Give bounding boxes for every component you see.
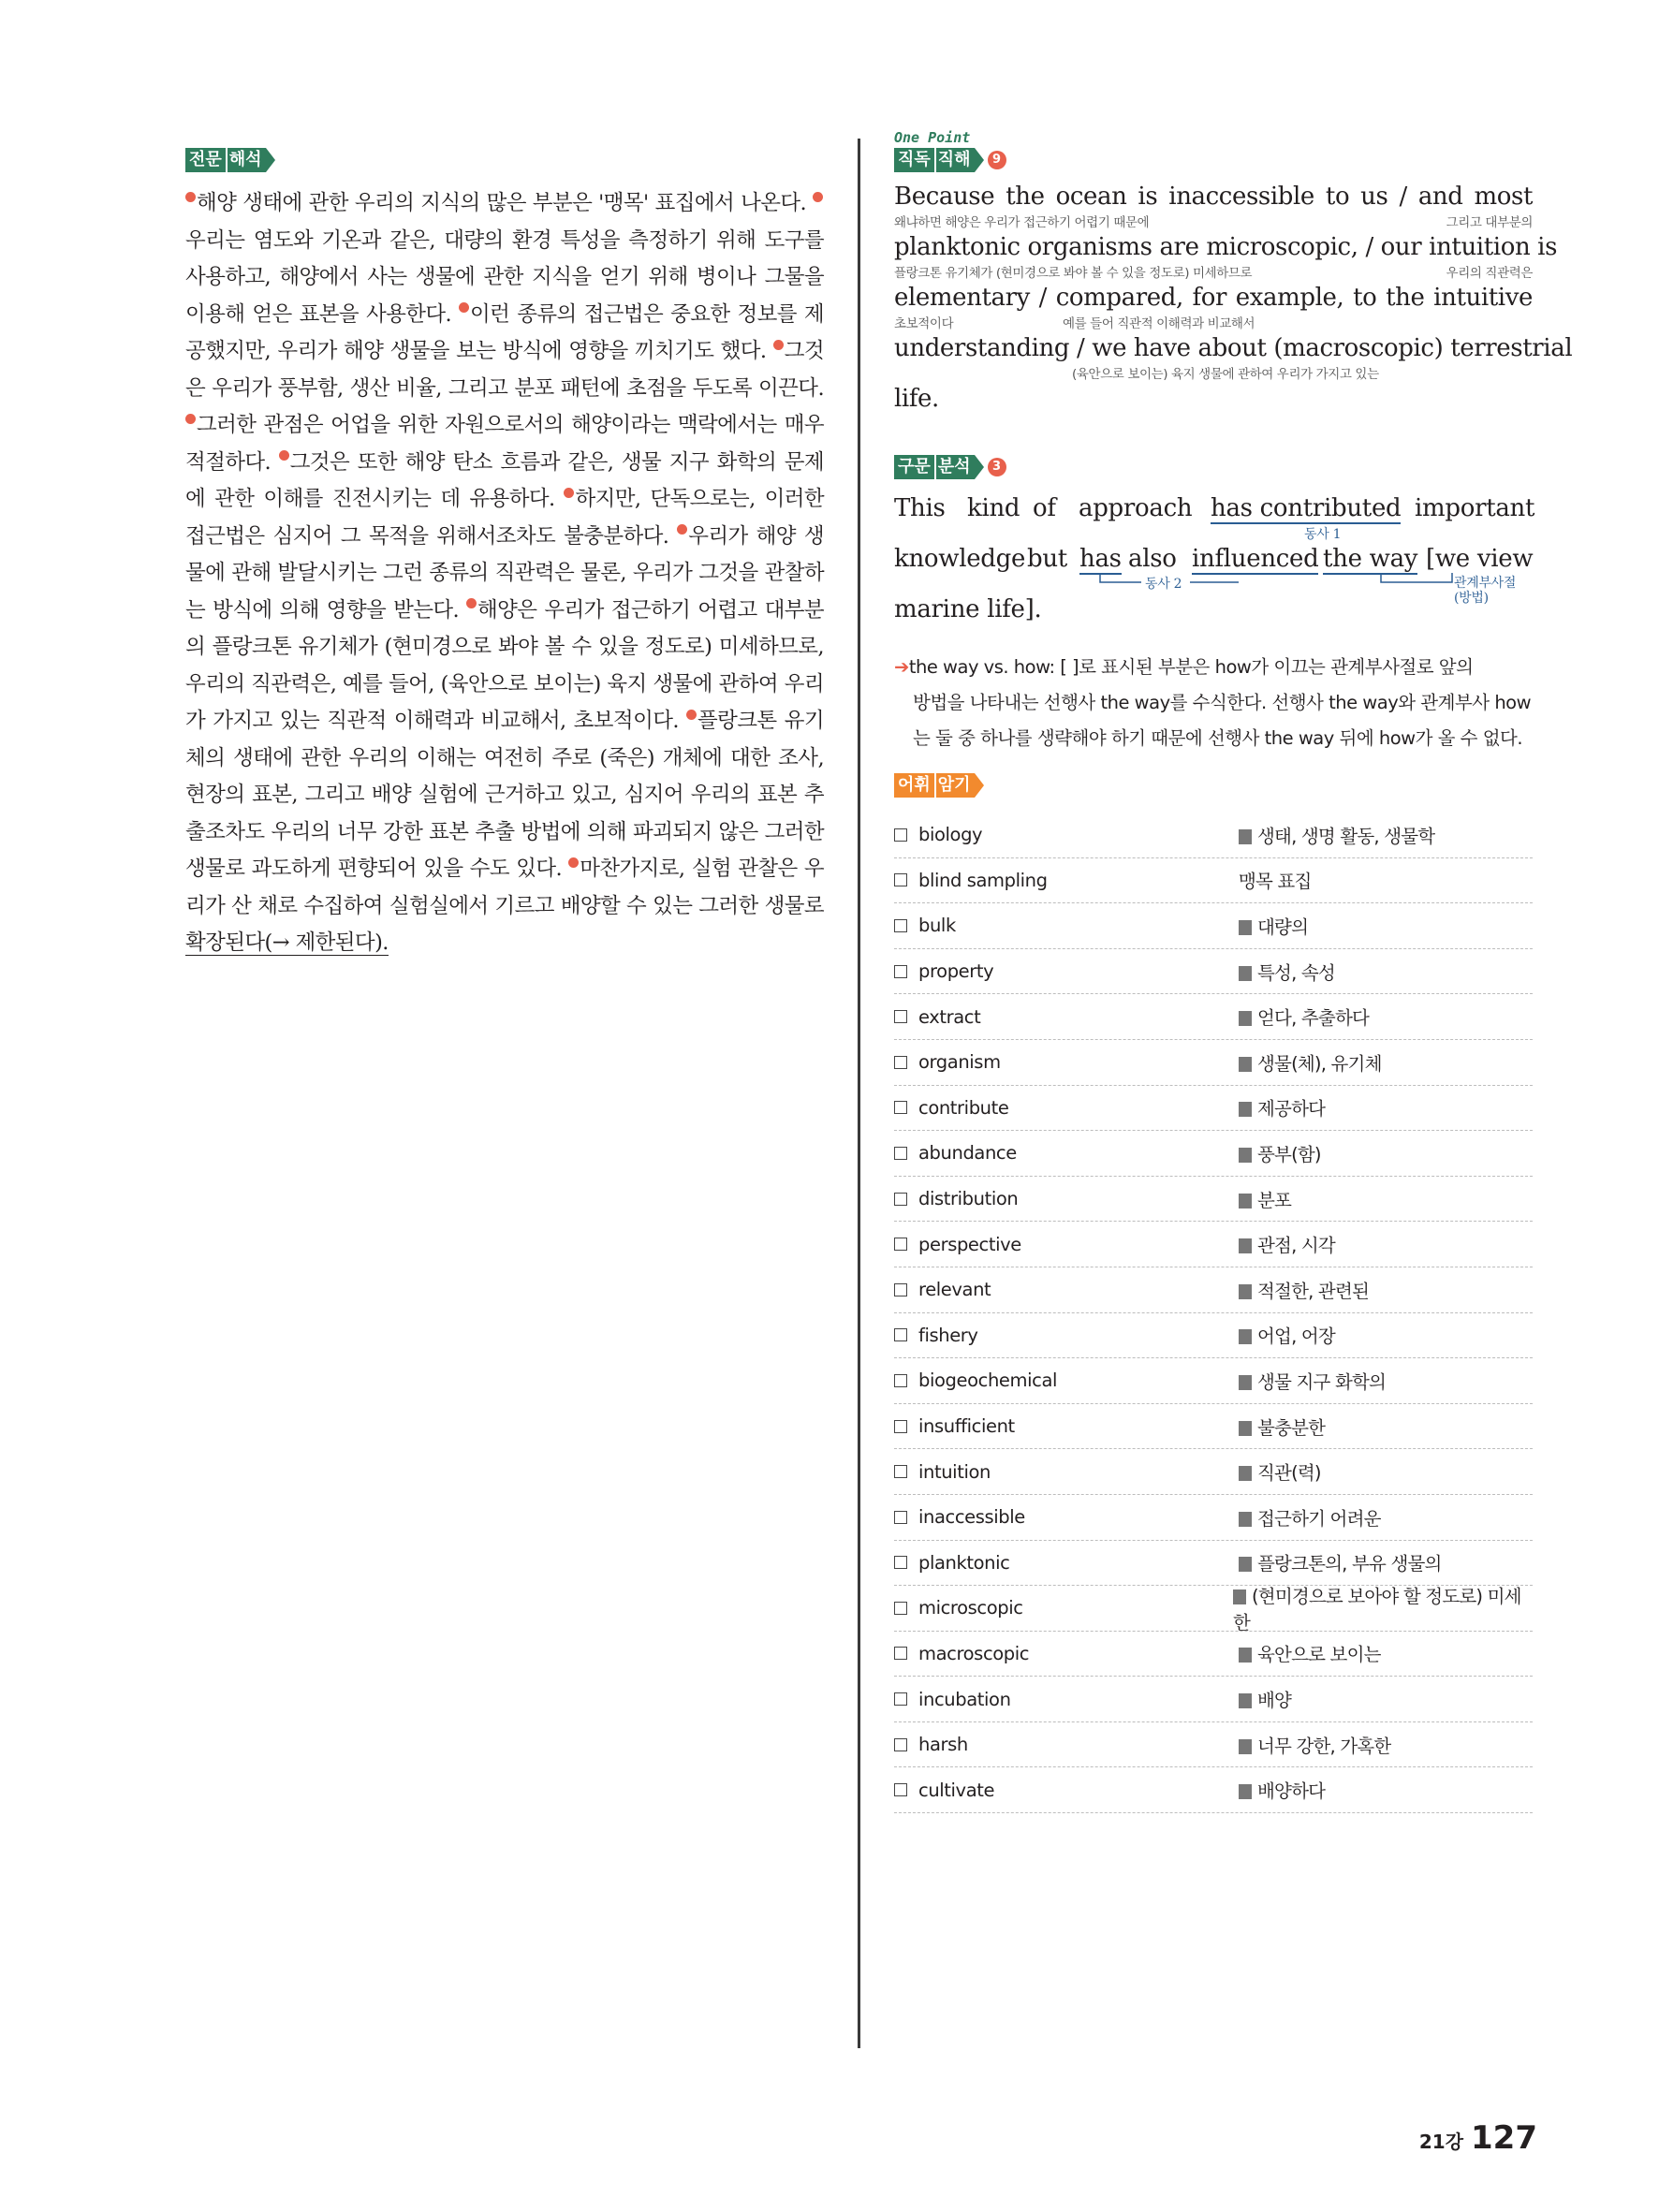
vocab-tag: 어휘 암기 bbox=[894, 773, 984, 798]
vocab-word: perspective bbox=[918, 1233, 1021, 1255]
part-of-speech-icon bbox=[1239, 1784, 1252, 1799]
vocab-row bbox=[894, 1040, 1533, 1086]
vocab-meaning-cell bbox=[1239, 1094, 1325, 1121]
translation-sentence: 해양은 우리가 접근하기 어렵고 대부분의 플랑크톤 유기체가 (현미경으로 봐야 볼 수 있을 정도로) 미세하므로, 우리의 직관력은, 예를 들어, (육안으로 보이는) 육지 생물에 관하여 우리가 가지고 있는 직관적 이해력과 비교해서, 초보적이다. bbox=[185, 597, 824, 733]
part-of-speech-icon bbox=[1239, 920, 1252, 935]
vocab-word: extract bbox=[918, 1005, 981, 1028]
korean-gloss: 플랑크톤 유기체가 (현미경으로 봐야 볼 수 있을 정도로) 미세하므로 bbox=[894, 266, 1253, 281]
vocab-word: blind sampling bbox=[918, 869, 1048, 891]
vocab-word: inaccessible bbox=[918, 1506, 1025, 1529]
direct-reading-block bbox=[894, 182, 1573, 434]
checkbox-icon[interactable] bbox=[894, 873, 907, 886]
translation-sentence: 그것은 또한 해양 탄소 흐름과 같은, 생물 지구 화학의 문제에 관한 이해를 진전시키는 데 유용하다. bbox=[185, 449, 824, 511]
vocab-row bbox=[894, 949, 1533, 995]
vocab-meaning-cell bbox=[1239, 1458, 1321, 1485]
vocab-meaning: 배양하다 bbox=[1257, 1780, 1326, 1803]
vocab-row bbox=[894, 1722, 1533, 1768]
checkbox-icon[interactable] bbox=[894, 1147, 907, 1160]
part-of-speech-icon bbox=[1239, 1466, 1252, 1481]
direct-reading-row bbox=[894, 232, 1558, 283]
analysis-column bbox=[894, 129, 1573, 1813]
direct-reading-row bbox=[894, 384, 1533, 434]
translation-sentence: 마찬가지로, 실험 관찰은 우리가 산 채로 수집하여 실험실에서 기르고 배양할 수 있는 그러한 생물로 bbox=[185, 857, 824, 918]
checkbox-icon[interactable] bbox=[894, 1783, 907, 1796]
vocab-meaning: 맹목 표집 bbox=[1239, 871, 1312, 893]
part-of-speech-icon bbox=[1239, 829, 1252, 844]
vocab-word: property bbox=[918, 960, 994, 983]
verb-connector-lines bbox=[894, 537, 1533, 588]
item-number-badge: 9 bbox=[988, 151, 1006, 169]
vocab-meaning: 생물 지구 화학의 bbox=[1257, 1370, 1387, 1393]
vocab-meaning-cell bbox=[1239, 1277, 1369, 1303]
checkbox-icon[interactable] bbox=[894, 1692, 907, 1706]
checkbox-icon[interactable] bbox=[894, 1328, 907, 1341]
vocab-row bbox=[894, 1677, 1533, 1722]
vocab-meaning-cell bbox=[1239, 1368, 1386, 1394]
direct-reading-row bbox=[894, 283, 1533, 333]
vocab-word: abundance bbox=[918, 1142, 1017, 1165]
sentence-marker-icon bbox=[564, 488, 574, 498]
vocab-row bbox=[894, 1495, 1533, 1541]
vocab-meaning-cell bbox=[1239, 1640, 1381, 1666]
checkbox-icon[interactable] bbox=[894, 828, 907, 842]
vocab-row bbox=[894, 1586, 1533, 1632]
sentence-marker-icon bbox=[686, 710, 697, 720]
part-of-speech-icon bbox=[1239, 1557, 1252, 1572]
sentence-marker-icon bbox=[568, 857, 579, 868]
vocabulary-list bbox=[894, 813, 1533, 1813]
analysis-line: This kind of approach has contributed important 동사 1 bbox=[894, 494, 1535, 542]
vocab-row bbox=[894, 1358, 1533, 1404]
korean-gloss: 우리의 직관력은 bbox=[1446, 266, 1533, 281]
vocab-row bbox=[894, 1404, 1533, 1450]
vocab-meaning: 너무 강한, 가혹한 bbox=[1257, 1735, 1391, 1757]
vocab-word: bulk bbox=[918, 915, 956, 937]
checkbox-icon[interactable] bbox=[894, 1238, 907, 1251]
vocab-meaning-cell bbox=[1239, 959, 1335, 985]
vocab-meaning: 육안으로 보이는 bbox=[1257, 1644, 1381, 1666]
translation-sentence: 우리는 염도와 기온과 같은, 대량의 환경 특성을 측정하기 위해 도구를 사용하고, 해양에서 사는 생물에 관한 지식을 얻기 위해 병이나 그물을 이용해 얻은 표본을 사용한다. bbox=[185, 191, 824, 327]
column-divider bbox=[858, 139, 860, 2048]
sentence-marker-icon bbox=[185, 414, 196, 424]
sentence-marker-icon bbox=[459, 302, 469, 313]
direct-reading-row bbox=[894, 333, 1573, 384]
checkbox-icon[interactable] bbox=[894, 1283, 907, 1296]
vocab-meaning: (현미경으로 보아야 할 정도로) 미세한 bbox=[1232, 1585, 1521, 1633]
vocab-row bbox=[894, 858, 1533, 904]
vocab-meaning-cell bbox=[1239, 867, 1312, 893]
vocab-word: harsh bbox=[918, 1734, 968, 1756]
checkbox-icon[interactable] bbox=[894, 1374, 907, 1387]
relative-clause-label: 관계부사절 bbox=[1454, 576, 1517, 591]
vocab-word: intuition bbox=[918, 1460, 991, 1483]
vocab-meaning-cell bbox=[1239, 1003, 1369, 1030]
direct-reading-tag: 직독 직해 9 bbox=[894, 148, 1006, 172]
vocab-meaning-cell bbox=[1239, 1549, 1442, 1575]
vocab-meaning: 접근하기 어려운 bbox=[1257, 1507, 1381, 1530]
english-line: life. bbox=[894, 385, 939, 413]
vocab-meaning-cell bbox=[1239, 1049, 1382, 1076]
vocab-meaning-cell bbox=[1239, 1322, 1335, 1348]
vocab-row bbox=[894, 1449, 1533, 1495]
vocab-meaning-cell bbox=[1239, 1732, 1390, 1758]
checkbox-icon[interactable] bbox=[894, 965, 907, 978]
vocab-word: biogeochemical bbox=[918, 1370, 1058, 1392]
part-of-speech-icon bbox=[1239, 1693, 1252, 1708]
vocab-row bbox=[894, 1177, 1533, 1223]
sentence-marker-icon bbox=[813, 192, 823, 202]
vocab-word: organism bbox=[918, 1051, 1001, 1074]
vocab-word: insufficient bbox=[918, 1415, 1015, 1438]
vocab-row bbox=[894, 1313, 1533, 1359]
part-of-speech-icon bbox=[1239, 1739, 1252, 1754]
checkbox-icon[interactable] bbox=[894, 1420, 907, 1433]
verb-1: has contributed bbox=[1211, 494, 1402, 522]
one-point-label: One Point bbox=[894, 129, 971, 146]
vocab-word: fishery bbox=[918, 1324, 978, 1346]
korean-gloss: 초보적이다 bbox=[894, 316, 954, 331]
korean-translation-paragraph bbox=[185, 185, 824, 962]
vocab-word: microscopic bbox=[918, 1597, 1023, 1619]
korean-gloss: 예를 들어 직관적 이해력과 비교해서 bbox=[1063, 316, 1255, 331]
english-line: elementary / compared, for example, to the intuitive bbox=[894, 284, 1533, 312]
vocab-meaning: 적절한, 관련된 bbox=[1257, 1280, 1370, 1302]
translation-sentence: 하지만, 단독으로는, 이러한 접근법은 심지어 그 목적을 위해서조차도 불충분하다. bbox=[185, 487, 824, 549]
sentence-marker-icon bbox=[466, 598, 477, 608]
english-line: understanding / we have about (macroscopic) terrestrial bbox=[894, 334, 1573, 362]
vocab-meaning-cell bbox=[1239, 1686, 1291, 1712]
vocab-meaning: 배양 bbox=[1257, 1690, 1292, 1712]
vocab-row bbox=[894, 1086, 1533, 1132]
analysis-line: knowledge but has also influenced the way [we view 동사 2 관계부사절 bbox=[894, 537, 1533, 588]
checkbox-icon[interactable] bbox=[894, 919, 907, 932]
vocab-meaning: 직관(력) bbox=[1257, 1462, 1321, 1485]
korean-gloss: 그리고 대부분의 bbox=[1446, 215, 1533, 230]
checkbox-icon[interactable] bbox=[894, 1465, 907, 1478]
vocab-word: distribution bbox=[918, 1188, 1019, 1210]
checkbox-icon[interactable] bbox=[894, 1738, 907, 1751]
verb-1-label: 동사 1 bbox=[1304, 527, 1342, 542]
sentence-marker-icon bbox=[279, 450, 289, 461]
checkbox-icon[interactable] bbox=[894, 1602, 907, 1615]
vocab-word: cultivate bbox=[918, 1779, 995, 1801]
part-of-speech-icon bbox=[1239, 1194, 1252, 1209]
full-translation-tag: 전문 해석 bbox=[185, 148, 275, 172]
analysis-line: marine life]. (방법) bbox=[894, 588, 1533, 638]
page-footer bbox=[1419, 2119, 1537, 2157]
vocab-meaning: 관점, 시각 bbox=[1257, 1235, 1335, 1257]
vocab-meaning-cell bbox=[1239, 1414, 1325, 1440]
part-of-speech-icon bbox=[1239, 1512, 1252, 1527]
vocab-word: incubation bbox=[918, 1688, 1011, 1710]
korean-gloss: 왜냐하면 해양은 우리가 접근하기 어렵기 때문에 bbox=[894, 215, 1150, 230]
checkbox-icon[interactable] bbox=[894, 1647, 907, 1660]
vocab-row bbox=[894, 1632, 1533, 1677]
checkbox-icon[interactable] bbox=[894, 1056, 907, 1069]
sentence-marker-icon bbox=[677, 524, 687, 535]
vocab-row bbox=[894, 1222, 1533, 1267]
checkbox-icon[interactable] bbox=[894, 1010, 907, 1023]
part-of-speech-icon bbox=[1239, 1011, 1252, 1026]
part-of-speech-icon bbox=[1239, 1329, 1252, 1344]
translation-sentence: 그것은 우리가 풍부함, 생산 비율, 그리고 분포 패턴에 초점을 두도록 이끈다. bbox=[185, 339, 824, 401]
vocab-meaning: 얻다, 추출하다 bbox=[1257, 1007, 1370, 1030]
vocab-meaning: 어업, 어장 bbox=[1257, 1326, 1335, 1348]
item-number-badge: 3 bbox=[988, 458, 1006, 476]
english-line: Because the ocean is inaccessible to us / and most bbox=[894, 183, 1533, 211]
translation-sentence: 플랑크톤 유기체의 생태에 관한 우리의 이해는 여전히 주로 (죽은) 개체에 대한 조사, 현장의 표본, 그리고 배양 실험에 근거하고 있고, 심지어 우리의 표본 추출조차도 우리의 너무 강한 표본 추출 방법에 의해 파괴되지 않은 그러한 생물로 과도하게 편향되어 있을 수도 있다. bbox=[185, 709, 824, 881]
part-of-speech-icon bbox=[1239, 1057, 1252, 1072]
vocab-row bbox=[894, 994, 1533, 1040]
vocab-meaning-cell bbox=[1239, 913, 1308, 939]
vocab-meaning-cell bbox=[1239, 822, 1434, 848]
relative-clause-sublabel: (방법) bbox=[1454, 591, 1489, 606]
vocab-meaning: 대량의 bbox=[1257, 916, 1309, 938]
verb-2-label: 동사 2 bbox=[1145, 577, 1182, 592]
checkbox-icon[interactable] bbox=[894, 1101, 907, 1114]
part-of-speech-icon bbox=[1239, 1102, 1252, 1117]
verb-2: influenced bbox=[1192, 545, 1319, 573]
vocab-meaning-cell bbox=[1239, 1140, 1321, 1166]
english-line: planktonic organisms are microscopic, / our intuition is bbox=[894, 233, 1558, 261]
translation-sentence: 이런 종류의 접근법은 중요한 정보를 제공했지만, 우리가 해양 생물을 보는 방식에 영향을 끼치기도 했다. bbox=[185, 301, 825, 363]
part-of-speech-icon bbox=[1239, 1375, 1252, 1390]
underlined-phrase: 확장된다(→ 제한된다). bbox=[185, 930, 389, 955]
part-of-speech-icon bbox=[1239, 1648, 1252, 1663]
part-of-speech-icon bbox=[1239, 1238, 1252, 1253]
part-of-speech-icon bbox=[1233, 1589, 1246, 1604]
translation-column bbox=[185, 148, 824, 962]
sentence-marker-icon bbox=[185, 192, 196, 202]
vocab-row bbox=[894, 1267, 1533, 1313]
vocab-meaning: 생태, 생명 활동, 생물학 bbox=[1257, 825, 1435, 847]
vocab-meaning-cell bbox=[1239, 1186, 1291, 1212]
syntax-analysis-block bbox=[894, 487, 1533, 638]
vocab-word: relevant bbox=[918, 1279, 991, 1301]
vocab-meaning: 풍부(함) bbox=[1257, 1143, 1321, 1165]
translation-sentence: 그러한 관점은 어업을 위한 자원으로서의 해양이라는 맥락에서는 매우 적절하다. bbox=[185, 413, 824, 475]
vocab-word: planktonic bbox=[918, 1551, 1010, 1574]
vocab-meaning: 분포 bbox=[1257, 1189, 1292, 1211]
vocab-word: macroscopic bbox=[918, 1642, 1030, 1664]
vocab-meaning: 제공하다 bbox=[1257, 1098, 1326, 1121]
page-number: 127 bbox=[1471, 2119, 1537, 2157]
part-of-speech-icon bbox=[1239, 1284, 1252, 1299]
vocab-meaning-cell bbox=[1239, 1504, 1381, 1531]
vocab-word: contribute bbox=[918, 1096, 1009, 1119]
part-of-speech-icon bbox=[1239, 966, 1252, 981]
vocab-word: biology bbox=[918, 824, 983, 846]
direct-reading-row bbox=[894, 182, 1533, 232]
translation-sentence: 우리가 해양 생물에 관해 발달시키는 그런 종류의 직관력은 물론, 우리가 그것을 관찰하는 방식에 의해 영향을 받는다. bbox=[185, 523, 824, 623]
checkbox-icon[interactable] bbox=[894, 1556, 907, 1569]
vocab-row bbox=[894, 813, 1533, 858]
grammar-note: ➔the way vs. how: [ ]로 표시된 부분은 how가 이끄는 관계부사절로 앞의 방법을 나타내는 선행사 the way를 수식한다. 선행사 the way와 관계부사 how는 둘 중 하나를 생략해야 하기 때문에 선행사 the way 뒤에 how가 올 수 없다. bbox=[894, 656, 1532, 749]
checkbox-icon[interactable] bbox=[894, 1193, 907, 1206]
vocab-row bbox=[894, 1541, 1533, 1587]
vocab-meaning-cell bbox=[1233, 1582, 1533, 1634]
korean-gloss: (육안으로 보이는) 육지 생물에 관하여 우리가 가지고 있는 bbox=[1072, 367, 1379, 382]
vocab-row bbox=[894, 903, 1533, 949]
antecedent-the-way: the way bbox=[1323, 545, 1418, 573]
vocab-meaning-cell bbox=[1239, 1231, 1335, 1257]
vocab-row bbox=[894, 1767, 1533, 1813]
vocab-meaning: 생물(체), 유기체 bbox=[1257, 1052, 1382, 1075]
vocab-row bbox=[894, 1131, 1533, 1177]
sentence-marker-icon bbox=[773, 340, 784, 350]
vocab-meaning-cell bbox=[1239, 1777, 1325, 1803]
vocab-meaning: 플랑크톤의, 부유 생물의 bbox=[1257, 1553, 1442, 1575]
part-of-speech-icon bbox=[1239, 1148, 1252, 1163]
vocab-meaning: 특성, 속성 bbox=[1257, 961, 1335, 984]
part-of-speech-icon bbox=[1239, 1421, 1252, 1436]
syntax-analysis-tag: 구문 분석 3 bbox=[894, 455, 1006, 479]
checkbox-icon[interactable] bbox=[894, 1511, 907, 1524]
vocab-meaning: 불충분한 bbox=[1257, 1416, 1326, 1439]
lesson-number: 21강 bbox=[1418, 2131, 1464, 2153]
verb-2-part: has bbox=[1079, 545, 1122, 573]
translation-sentence: 해양 생태에 관한 우리의 지식의 많은 부분은 '맹목' 표집에서 나온다. bbox=[185, 191, 813, 215]
